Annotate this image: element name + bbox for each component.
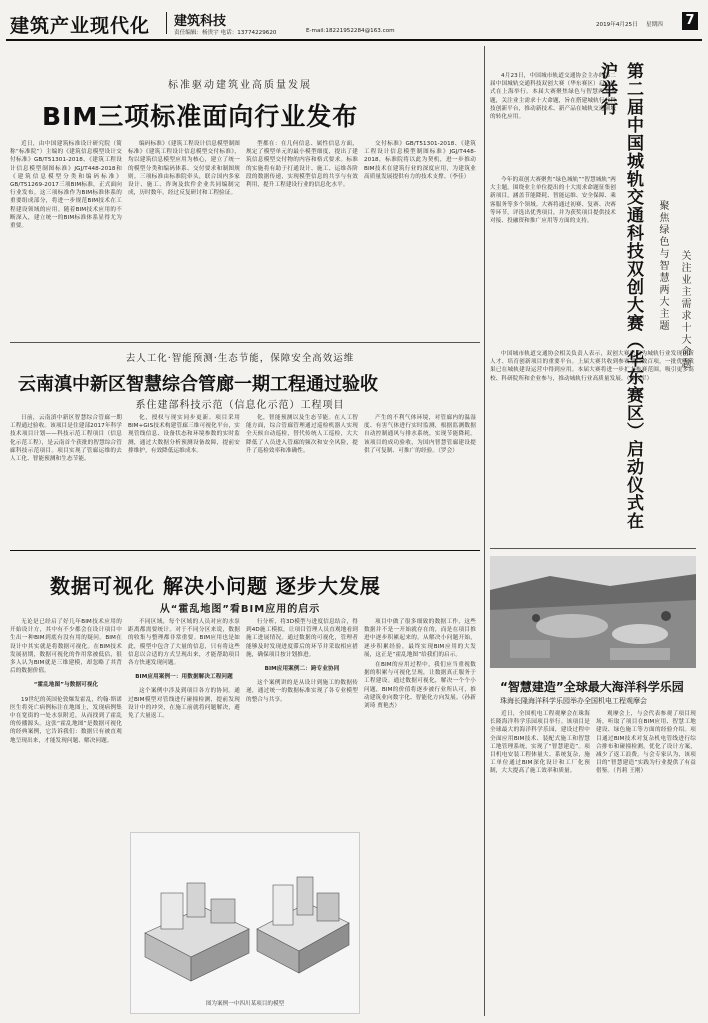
masthead-rule: [6, 39, 702, 41]
aerial-photo-illustration: [490, 556, 696, 668]
article1-col4: 交付标准》GB/T51301-2018、《建筑工程设计信息模型制图标准》JGJ/T448-2018，标准院将以此为契机，进一步推动BIM技术在建筑行业的深度应用，为建筑业高质量发展提供有力的技术支撑。（李佳）: [364, 141, 476, 180]
article3-subhead: 从“霍乱地图”看BIM应用的启示: [159, 604, 321, 615]
article5-col2: 观摩会上，与会代表参观了项目现场，听取了项目在BIM应用、智慧工地建设、绿色施工等方面的经验介绍。项目通过BIM技术对复杂机电管线进行综合排布和碰撞检测，优化了设计方案，减少了返工浪费。与会专家认为，该项目的“智慧建造”实践为行业提供了有益借鉴。（肖莉 王刚）: [596, 711, 696, 775]
masthead: [6, 8, 702, 38]
article1-col3: 型都在：在几何信息、属性信息方面，规定了模型单元的最小模型细度，提出了建筑信息模型交付物的内容和格式要求。标准的实施将有助于打通设计、施工、运维各阶段的数据传递，实现模型信息的共享与有效利用，提升工程建设行业的信息化水平。: [246, 141, 358, 189]
section-name: 建筑科技: [174, 14, 227, 29]
article3-col1: 无论是已经启了好几年BIM技术应用的开始设计方，其中有不少都会在设计项目中生出一种BIM到底有没有用的疑问。BIM在设计中其实就是将数据可视化。在BIM技术发展初期，数据可视化的作用常被低估，很多人认为BIM就是三维建模，却忽略了其背后的数据价值。 “霍乱地图”与数据可视化 19世纪的英国伦敦爆发霍乱，约翰·斯诺医生将死亡病例标注在地图上，发现病例集中在宽街的一处水泵附近，从而找到了霍乱的传播源头。这张“霍乱地图”是数据可视化的经典案例，它告诉我们：数据只有被直观地呈现出来，才能发现问题、解决问题。: [10, 619, 122, 744]
article2-headline: 云南滇中新区智慧综合管廊一期工程通过验收: [18, 374, 378, 395]
article2-subhead: 系住建部科技示范（信息化示范）工程项目: [135, 400, 345, 411]
article1-bottom-rule: [10, 342, 480, 343]
article4-col3: 中国城市轨道交通协会相关负责人表示，双创大赛已成为城轨行业发现创新人才、培育创新项目的重要平台。上届大赛共收到参赛项目数百项，一批优秀成果已在城轨建设运营中得到应用。本届大赛将进一步扩大参赛范围，吸引更多高校、科研院所和企业参与，推动城轨行业高质量发展。（杨宜军）: [490, 351, 694, 382]
email-line: E-mail:18221952284@163.com: [306, 28, 395, 34]
article2-col3: 化，智能预测以及生态节能。在人工智能方面，综合管廊管理通过巡检机器人实现全天候自动巡检，替代传统人工巡检，大大降低了人员进入管廊的频次和安全风险，提升了巡检效率和准确性。: [246, 415, 358, 454]
article3-col4: 项目中做了很多细致的数据工作，这些数据并不是一开始就存在的，而是在项目推进中逐步积累起来的。从解决小问题开始，逐步积累经验，最终实现BIM应用的大发展，这正是“霍乱地图”给我们的启示。 在BIM的应用过程中，我们应当重视数据的积累与可视化呈现，让数据真正服务于工程建设。通过数据可视化，解决一个个小问题，BIM的价值将逐步被行业所认可，推动建筑业向数字化、智能化方向发展。（孙新 刘琦 贾艳杰）: [364, 619, 476, 710]
article2-col2: 化，授权与现实同步更新。项目采用BIM+GIS技术构建管廊三维可视化平台，实现管线信息、设备状态和环境参数的实时监测，通过大数据分析预测设备故障，提前安排维护，有效降低运维成本。: [128, 415, 240, 454]
article3-col1-subtitle: “霍乱地图”与数据可视化: [33, 682, 99, 689]
article3-col2-subtitle: BIM应用案例一：用数据解决工程问题: [135, 674, 233, 681]
article5-col1: 近日，全国机电工程观摩会在珠海长隆海洋科学乐园项目举行。该项目是全球最大的海洋科学乐园，建设过程中全面应用BIM技术、装配式施工和智慧工地管理系统，实现了“智慧建造”。项目机电安装工程体量大、系统复杂，施工单位通过BIM深化设计和工厂化预制，大大提高了施工效率和质量。: [490, 711, 590, 775]
article2-bottom-rule: [10, 550, 480, 551]
article4-col1: 4月23日，中国城市轨道交通协会主办的第二届中国城轨交通科技双创大赛（华东赛区）启动仪式在上海举行。本届大赛聚焦绿色与智慧两大主题，关注业主需求十大命题，旨在搭建城轨行业科技创新平台，推动新技术、新产品在城轨交通领域的转化应用。: [490, 73, 616, 121]
column-separator: [484, 46, 485, 1016]
ocean-park-photo: [490, 556, 696, 668]
article3-headline: 数据可视化 解决小问题 逐步大发展: [50, 574, 381, 598]
page-number: 7: [682, 12, 698, 30]
article3-col2: 不同区域，每个区域的人员对应的水泵距离都需要统计。对于不同分区来说，数据的收集与整理都非常重要。BIM应用也是如此，模型中包含了大量的信息，只有将这些信息以合适的方式呈现出来，才能帮助项目各方快速发现问题。 BIM应用案例一：用数据解决工程问题 这个案例中涉及到项目各方的协同。通过BIM模型对管线进行碰撞检测，提前发现设计中的冲突，在施工前就将问题解决，避免了大量返工。: [128, 619, 240, 720]
editor-line: 责任编辑：杨贵宇 电话：13774229620: [174, 30, 277, 36]
masthead-divider: [166, 12, 167, 34]
article1-col2: 编码标准》《建筑工程设计信息模型制图标准》《建筑工程设计信息模型交付标准》，均以建筑信息模型应用为核心，建立了统一的模型分类和编码体系、交付要求和制图规则。三项标准由标准院牵头，联合国内多家设计、施工、咨询及软件企业共同编制完成，历时数年，经过反复研讨和工程验证。: [128, 141, 240, 197]
article2-kicker: 去人工化·智能预测·生态节能，保障安全高效运维: [125, 353, 355, 364]
issue-date: 2019年4月25日: [596, 22, 638, 28]
article5-headline: “智慧建造”全球最大海洋科学乐园: [500, 680, 684, 694]
article1-kicker: 标准驱动建筑业高质量发展: [168, 80, 312, 91]
article4-col2: 今年的双创大赛聚焦“绿色城轨”“智慧城轨”两大主题，围绕业主单位提出的十大需求命题征集创新项目，涵盖节能降耗、智能运维、安全保障、乘客服务等多个领域。大赛将通过初赛、复赛、决赛等环节，评选出优秀项目，并为获奖项目提供技术对接、投融资和推广应用等方面的支持。: [490, 177, 616, 225]
article4-deck-1: 聚焦绿色与智慧两大主题: [657, 200, 668, 332]
issue-weekday: 星期四: [646, 22, 663, 28]
bim-model-illustration: [131, 833, 359, 1001]
paper-name: 建筑产业现代化: [10, 15, 151, 37]
article2-col1: 日前，云南滇中新区智慧综合管廊一期工程通过验收。该项目是住建部2017年科学技术项目计划——科技示范工程项目（信息化示范工程），是云南首个获批的智慧综合管廊科技示范项目。项目实现了管廊运维的去人工化、智能预测和生态节能。: [10, 415, 122, 463]
figure-caption: 图为案例一中四川某项目的模型: [205, 1001, 285, 1007]
article1-col1: 近日，由中国建筑标准设计研究院（简称“标准院”）主编的《建筑信息模型设计交付标准》GB/T51301-2018、《建筑工程设计信息模型制图标准》JGJ/T448-2018和《建筑信息模型分类和编码标准》GB/T51269-2017三项BIM标准，正式面向行业发布。这三项标准作为BIM标准体系的重要组成部分，将进一步规范BIM技术在工程建设领域的应用。随着BIM技术应用的不断深入，建立统一的BIM标准体系显得尤为重要。: [10, 141, 122, 230]
article1-headline: BIM三项标准面向行业发布: [42, 102, 359, 131]
article2-col4: 产生的不利气体环境，对管廊内的温湿度、有害气体进行实时监测，根据监测数据自动控制通风与排水系统，实现节能降耗。该项目的成功验收，为国内智慧管廊建设提供了可复制、可推广的经验。（罗会）: [364, 415, 476, 454]
article5-subhead: 珠海长隆海洋科学乐园举办全国机电工程观摩会: [500, 697, 647, 705]
article4-bottom-rule: [490, 548, 696, 549]
article3-col3-subtitle: BIM应用案例二：跨专业协同: [264, 666, 340, 673]
article3-col3: 行分析，将3D模型与进度信息结合，得到4D施工模拟，让项目管理人员直观地看到施工进展情况。通过数据的可视化，管理者能够及时发现进度滞后的环节并采取相应措施，确保项目按计划推进。 BIM应用案例二：跨专业协同 这个案例讲的是从设计到施工的数据传递，通过统一的数据标准实现了各专业模型的整合与共享。: [246, 619, 358, 703]
article4-headline: 第二届中国城轨交通科技双创大赛（华东赛区）启动仪式在沪举行: [597, 62, 643, 530]
bim-model-figure: [130, 832, 360, 1014]
article4-deck-2: 关注业主需求十大命题: [679, 250, 690, 370]
